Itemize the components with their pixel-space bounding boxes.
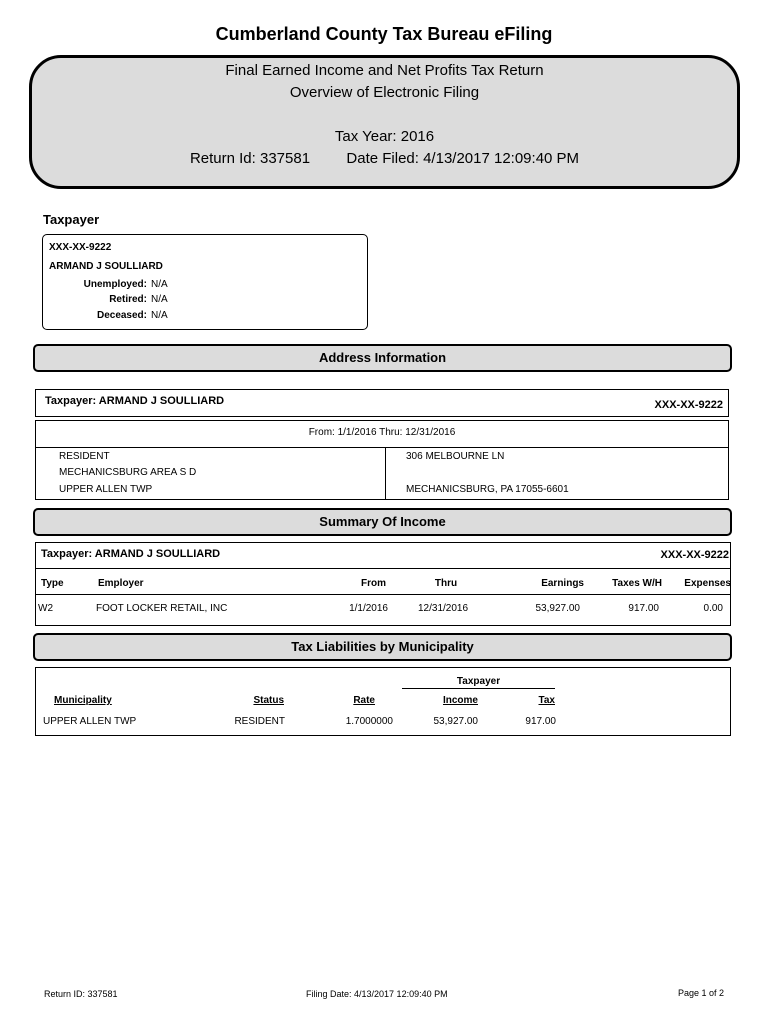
unemployed-label: Unemployed: <box>83 279 147 290</box>
income-header-taxes-wh: Taxes W/H <box>612 578 662 589</box>
street-address: 306 MELBOURNE LN <box>406 451 505 462</box>
retired-value: N/A <box>151 294 168 305</box>
income-taxpayer-ssn: XXX-XX-9222 <box>660 549 729 561</box>
unemployed-value: N/A <box>151 279 168 290</box>
income-header-expenses: Expenses <box>684 578 731 589</box>
liabilities-header-status: Status <box>253 695 284 706</box>
address-detail-box <box>35 420 729 500</box>
school-district: MECHANICSBURG AREA S D <box>59 467 197 478</box>
liabilities-header-municipality: Municipality <box>54 695 112 706</box>
income-row-from: 1/1/2016 <box>349 603 388 614</box>
income-taxpayer-name: Taxpayer: ARMAND J SOULLIARD <box>41 548 221 560</box>
income-header-earnings: Earnings <box>541 578 584 589</box>
liabilities-row-rate: 1.7000000 <box>345 716 393 727</box>
address-taxpayer-name: Taxpayer: ARMAND J SOULLIARD <box>45 395 225 407</box>
liabilities-table <box>35 667 731 736</box>
residency-status: RESIDENT <box>59 451 110 462</box>
return-id: Return Id: 337581 <box>189 150 311 167</box>
date-filed: Date Filed: 4/13/2017 12:09:40 PM <box>346 150 580 167</box>
footer-page-number: Page 1 of 2 <box>677 988 724 998</box>
income-divider <box>36 568 730 569</box>
income-header-thru: Thru <box>434 578 458 589</box>
return-id-line <box>32 150 737 167</box>
income-header-divider <box>36 594 730 595</box>
address-period: From: 1/1/2016 Thru: 12/31/2016 <box>308 427 456 438</box>
taxpayer-label: Taxpayer <box>43 212 100 227</box>
footer-return-id: Return ID: 337581 <box>44 989 118 999</box>
return-type-title: Final Earned Income and Net Profits Tax Return <box>225 62 544 79</box>
income-table <box>35 542 731 626</box>
income-row-taxes-wh: 917.00 <box>628 603 659 614</box>
income-header-from: From <box>361 578 386 589</box>
liabilities-row-income: 53,927.00 <box>433 716 478 727</box>
income-header-type: Type <box>41 578 64 589</box>
footer-filing-date: Filing Date: 4/13/2017 12:09:40 PM <box>306 989 448 999</box>
income-row-thru: 12/31/2016 <box>418 603 469 614</box>
tax-year: Tax Year: 2016 <box>334 128 435 145</box>
taxpayer-name: ARMAND J SOULLIARD <box>49 261 163 272</box>
income-row-employer: FOOT LOCKER RETAIL, INC <box>96 603 228 614</box>
income-header-employer: Employer <box>98 578 144 589</box>
deceased-label: Deceased: <box>96 310 147 321</box>
liabilities-row-tax: 917.00 <box>525 716 556 727</box>
income-row-type: W2 <box>38 603 53 614</box>
bureau-title: Cumberland County Tax Bureau eFiling <box>215 24 553 44</box>
liabilities-group-header: Taxpayer <box>456 676 501 687</box>
taxpayer-ssn: XXX-XX-9222 <box>49 242 112 253</box>
liabilities-header-income: Income <box>442 695 478 706</box>
taxpayer-box <box>42 234 368 330</box>
liabilities-header-rate: Rate <box>353 695 375 706</box>
address-taxpayer-row <box>35 389 729 417</box>
city-state-zip: MECHANICSBURG, PA 17055-6601 <box>406 484 569 495</box>
return-header-box <box>29 55 740 189</box>
address-taxpayer-ssn: XXX-XX-9222 <box>654 399 723 411</box>
deceased-value: N/A <box>151 310 168 321</box>
liabilities-section-header: Tax Liabilities by Municipality <box>33 633 732 661</box>
liabilities-header-tax: Tax <box>538 695 555 706</box>
retired-label: Retired: <box>109 294 147 305</box>
income-section-header: Summary Of Income <box>33 508 732 536</box>
address-section-header: Address Information <box>33 344 732 372</box>
address-municipality: UPPER ALLEN TWP <box>59 484 153 495</box>
liabilities-row-municipality: UPPER ALLEN TWP <box>43 716 137 727</box>
income-row-earnings: 53,927.00 <box>535 603 580 614</box>
overview-title: Overview of Electronic Filing <box>289 84 480 101</box>
address-column-divider <box>385 447 386 499</box>
address-divider <box>36 447 728 448</box>
liabilities-row-status: RESIDENT <box>234 716 285 727</box>
income-row-expenses: 0.00 <box>703 603 723 614</box>
liabilities-group-underline <box>402 688 555 689</box>
